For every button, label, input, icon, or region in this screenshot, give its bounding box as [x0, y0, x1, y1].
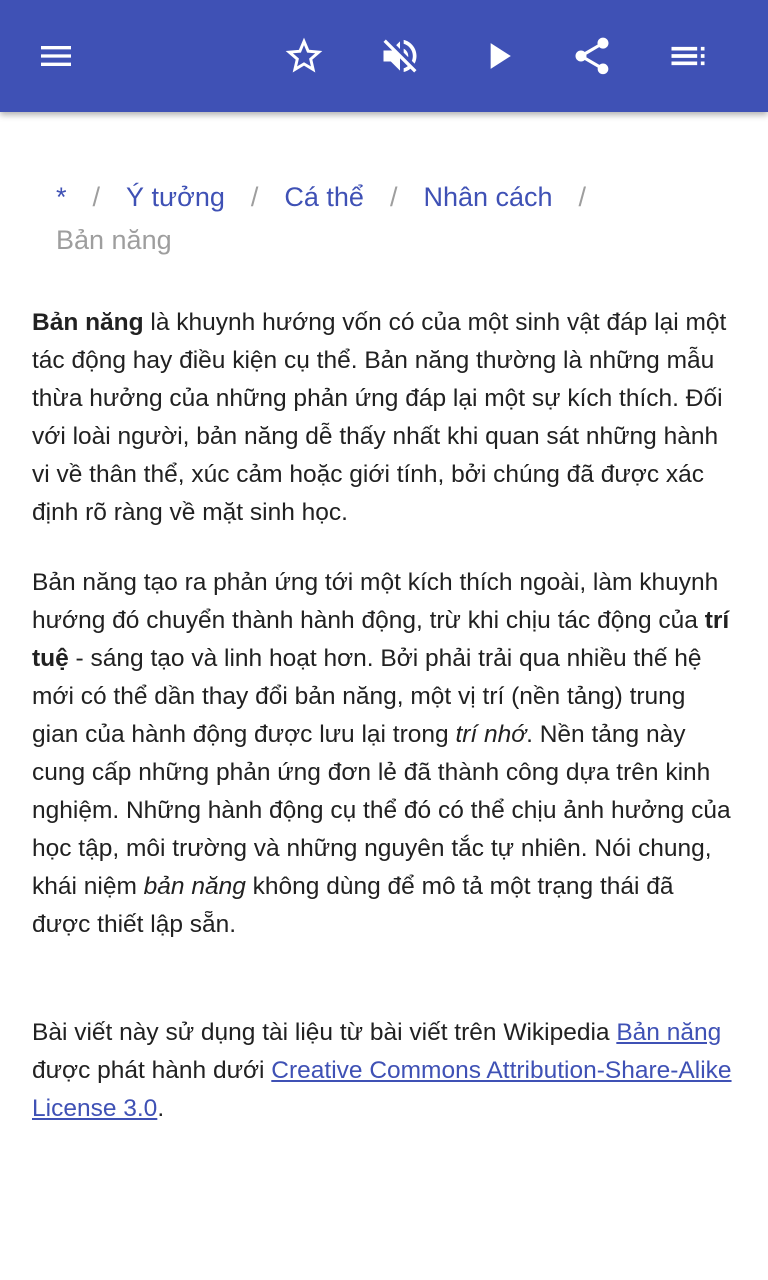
- mute-button[interactable]: [368, 24, 432, 88]
- paragraph-text: là khuynh hướng vốn có của một sinh vật đáp lại một tác động hay điều kiện cụ thể. Bản năng thường là những mẫu thừa hưởng của những phản ứng đáp lại một sự kích thích. Đối với loài người, bản năng dễ thấy nhất khi quan sát những hành vi về thân thể, xúc cảm hoặc giới tính, bởi chúng đã được xác định rõ ràng về mặt sinh học.: [32, 309, 727, 526]
- attribution: [32, 1014, 736, 1128]
- attribution-text: .: [157, 1095, 165, 1122]
- paragraph-text: . Nền tảng này cung cấp những phản ứng đơn lẻ đã thành công dựa trên kinh nghiệm. Những hành động cụ thể đó có thể chịu ảnh hưởng của học tập, môi trường và những nguyên tắc tự nhiên. Nói chung, khái niệm: [32, 721, 731, 900]
- breadcrumb-item-personality[interactable]: Nhân cách: [423, 182, 553, 212]
- term-bold: Bản năng: [32, 309, 144, 336]
- term-italic: bản năng: [143, 873, 246, 900]
- breadcrumb-separator: /: [389, 182, 398, 212]
- attribution-text: được phát hành dưới: [32, 1057, 272, 1084]
- breadcrumb-current: Bản năng: [56, 225, 172, 255]
- breadcrumb-separator: /: [250, 182, 259, 212]
- license-link[interactable]: Creative Commons Attribution-Share-Alike License 3.0: [32, 1057, 732, 1122]
- bookmark-button[interactable]: [272, 24, 336, 88]
- star-outline-icon: [282, 34, 326, 78]
- breadcrumb-item-root[interactable]: *: [56, 182, 67, 212]
- play-button[interactable]: [466, 24, 530, 88]
- playlist-icon: [666, 34, 710, 78]
- breadcrumb-separator: /: [578, 182, 587, 212]
- article-content: [32, 176, 736, 1128]
- attribution-text: Bài viết này sử dụng tài liệu từ bài viết trên Wikipedia: [32, 1019, 617, 1046]
- app-bar: [0, 0, 768, 112]
- paragraph-body: [32, 564, 736, 944]
- volume-off-icon: [378, 34, 422, 78]
- breadcrumb-separator: /: [92, 182, 101, 212]
- menu-button[interactable]: [24, 24, 88, 88]
- wikipedia-article-link[interactable]: Bản năng: [616, 1019, 722, 1046]
- breadcrumb-item-idea[interactable]: Ý tưởng: [126, 182, 225, 212]
- breadcrumb-item-individual[interactable]: Cá thể: [284, 182, 364, 212]
- menu-icon: [36, 36, 76, 76]
- share-icon: [570, 34, 614, 78]
- paragraph-text: Bản năng tạo ra phản ứng tới một kích thích ngoài, làm khuynh hướng đó chuyển thành hành động, trừ khi chịu tác động của: [32, 569, 719, 634]
- share-button[interactable]: [560, 24, 624, 88]
- paragraph-text: - sáng tạo và linh hoạt hơn. Bởi phải trải qua nhiều thế hệ mới có thể dần thay đổi bản năng, một vị trí (nền tảng) trung gian của hành động được lưu lại trong: [32, 645, 702, 748]
- toc-button[interactable]: [656, 24, 720, 88]
- play-icon: [476, 34, 520, 78]
- breadcrumb: [32, 176, 736, 262]
- term-italic: trí nhớ: [455, 721, 527, 748]
- term-bold: trí tuệ: [32, 607, 730, 672]
- paragraph-text: không dùng để mô tả một trạng thái đã được thiết lập sẵn.: [32, 873, 674, 938]
- paragraph-intro: [32, 304, 736, 532]
